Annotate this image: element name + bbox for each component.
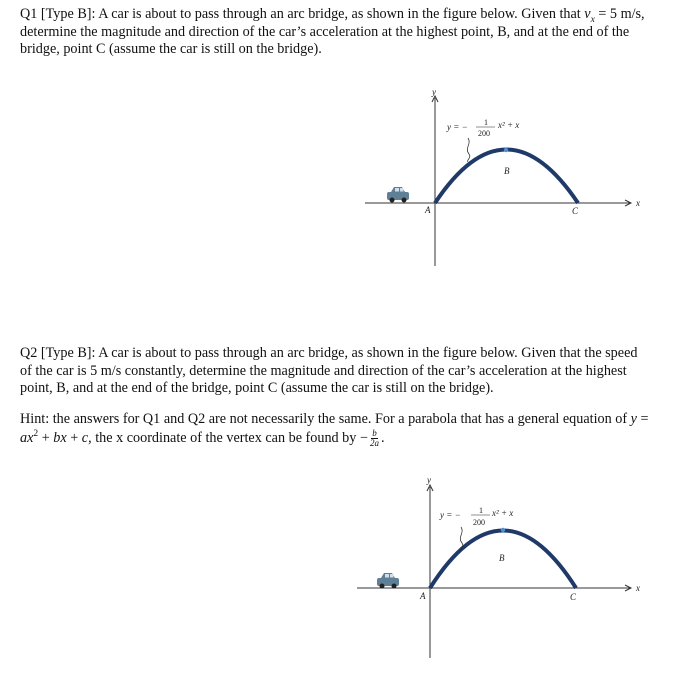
- q1-velocity-symbol: v: [584, 6, 591, 22]
- hint-eq-plus-1: +: [38, 429, 54, 446]
- hint-text-a: Hint: the answers for Q1 and Q2 are not necessarily the same. For a parabola that has a general equation of: [20, 411, 631, 427]
- figure-1-car-icon: [387, 187, 409, 203]
- figure-1-eq-num: 1: [484, 118, 488, 127]
- figure-2-point-c: C: [570, 592, 577, 602]
- q2-text: A car is about to pass through an arc bridge, as shown in the figure below. Given that the speed of the car is 5 m/s constantly, determine the magnitude and direction of the car’s acceleration at the highest point, B, and at the end of the bridge, point C (assume the car is still on the bridge).: [20, 345, 638, 397]
- figure-1-eq-den: 200: [478, 129, 490, 138]
- figure-2-eq-num: 1: [479, 506, 483, 515]
- figure-2-y-label: y: [427, 475, 431, 485]
- figure-1-point-a: A: [425, 205, 431, 215]
- figure-2-point-a: A: [420, 591, 426, 601]
- figure-2-eq-den: 200: [473, 518, 485, 527]
- hint-eq-c: c: [81, 429, 89, 446]
- q2-label: Q2 [Type B]:: [20, 345, 96, 361]
- figure-2-x-label: x: [636, 583, 640, 593]
- figure-1-bridge-arc: [435, 150, 578, 204]
- q1-label: Q1 [Type B]:: [20, 6, 96, 22]
- hint-frac-den: 2a: [369, 437, 379, 448]
- q1-text-b: = 5 m/s, determine the magnitude and direction of the car’s acceleration at the highest point, B, and at the end of the bridge, point C (assume the car is still on the bridge).: [20, 6, 645, 58]
- figure-1-point-b: B: [504, 166, 510, 176]
- figure-2-eq-rhs: x² + x: [492, 508, 514, 518]
- figure-1-eq-rhs: x² + x: [498, 120, 520, 130]
- q1-text-a: A car is about to pass through an arc bridge, as shown in the figure below. Given that: [95, 6, 585, 22]
- figure-1-point-c: C: [572, 206, 579, 216]
- hint-eq-y: y: [630, 411, 637, 427]
- q1-paragraph: [20, 6, 650, 59]
- figure-2-point-b: B: [499, 553, 505, 563]
- hint-frac-num: b: [372, 427, 377, 438]
- figure-2-car-icon: [377, 573, 399, 589]
- figure-2-eq-lhs: y = −: [440, 510, 461, 520]
- figure-1-eq-lhs: y = −: [447, 122, 468, 132]
- q1-velocity-subscript: x: [590, 14, 595, 25]
- figure-2: [0, 475, 700, 660]
- hint-text-b: , the x coordinate of the vertex can be found by −: [88, 429, 368, 446]
- hint-vertex-fraction: [370, 429, 379, 448]
- hint-eq-plus-2: +: [66, 429, 82, 446]
- hint-paragraph: [20, 411, 650, 448]
- q2-paragraph: [20, 345, 650, 398]
- figure-1: [0, 88, 700, 268]
- figure-1-point-b-marker: [504, 148, 508, 152]
- figure-1-x-label: x: [636, 198, 640, 208]
- hint-eq-bx: bx: [53, 429, 67, 446]
- hint-end: .: [380, 429, 385, 446]
- figure-2-point-b-marker: [501, 528, 505, 532]
- hint-eq-square: 2: [33, 428, 39, 439]
- figure-1-eq-pointer: [467, 138, 470, 162]
- hint-eq-equals: =: [636, 411, 649, 427]
- hint-eq-ax: ax: [20, 429, 34, 446]
- figure-1-y-label: y: [432, 87, 436, 97]
